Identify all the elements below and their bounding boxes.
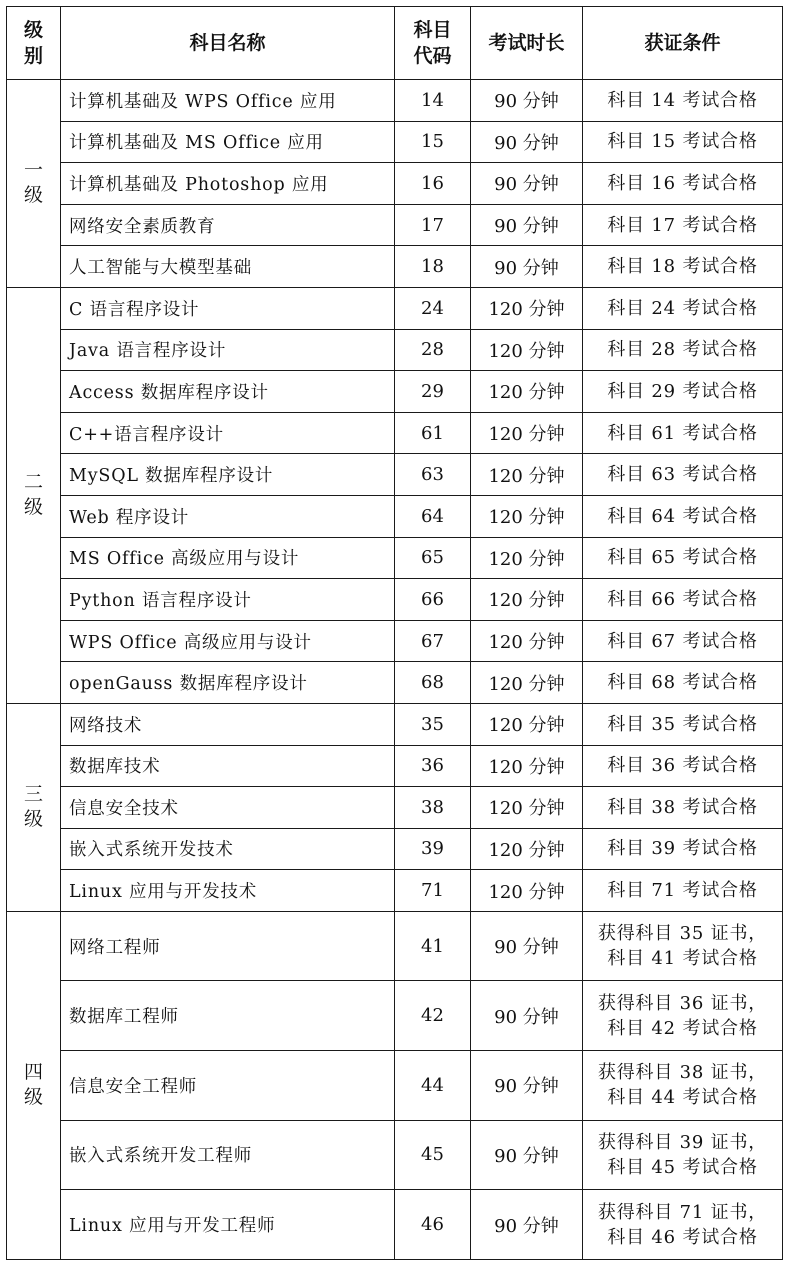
certificate-condition-cell: 科目 36 考试合格: [583, 745, 783, 787]
exam-duration-cell: 120 分钟: [471, 329, 583, 371]
table-row: [7, 787, 783, 829]
level-label-cell: 三 级: [7, 703, 61, 911]
table-row: [7, 204, 783, 246]
subject-name-cell: Web 程序设计: [61, 495, 395, 537]
certificate-condition-cell: 科目 17 考试合格: [583, 204, 783, 246]
exam-duration-cell: 90 分钟: [471, 121, 583, 163]
certificate-condition-cell: 科目 63 考试合格: [583, 454, 783, 496]
table-row: [7, 911, 783, 981]
certificate-condition-cell: 获得科目 38 证书， 科目 44 考试合格: [583, 1051, 783, 1121]
exam-subjects-table: [6, 6, 783, 1260]
subject-code-cell: 64: [395, 495, 471, 537]
subject-name-cell: openGauss 数据库程序设计: [61, 662, 395, 704]
certificate-condition-cell: 科目 67 考试合格: [583, 620, 783, 662]
certificate-condition-cell: 获得科目 39 证书， 科目 45 考试合格: [583, 1120, 783, 1190]
table-row: [7, 80, 783, 122]
subject-code-cell: 61: [395, 412, 471, 454]
header-subject-name: 科目名称: [61, 7, 395, 80]
table-header: [7, 7, 783, 80]
level-label-cell: 二 级: [7, 287, 61, 703]
subject-name-cell: 嵌入式系统开发工程师: [61, 1120, 395, 1190]
header-certificate-condition: 获证条件: [583, 7, 783, 80]
table-row: [7, 371, 783, 413]
subject-code-cell: 35: [395, 703, 471, 745]
certificate-condition-cell: 科目 29 考试合格: [583, 371, 783, 413]
table-row: [7, 287, 783, 329]
subject-name-cell: Python 语言程序设计: [61, 579, 395, 621]
level-label-cell: 一 级: [7, 80, 61, 288]
exam-duration-cell: 90 分钟: [471, 163, 583, 205]
header-row: [7, 7, 783, 80]
subject-code-cell: 14: [395, 80, 471, 122]
subject-name-cell: 网络安全素质教育: [61, 204, 395, 246]
subject-name-cell: 网络工程师: [61, 911, 395, 981]
subject-name-cell: Linux 应用与开发技术: [61, 870, 395, 912]
certificate-condition-cell: 科目 28 考试合格: [583, 329, 783, 371]
subject-name-cell: C++语言程序设计: [61, 412, 395, 454]
table-row: [7, 745, 783, 787]
certificate-condition-cell: 科目 39 考试合格: [583, 828, 783, 870]
subject-code-cell: 28: [395, 329, 471, 371]
certificate-condition-cell: 获得科目 35 证书， 科目 41 考试合格: [583, 911, 783, 981]
exam-duration-cell: 120 分钟: [471, 412, 583, 454]
document-page: [6, 6, 794, 1260]
exam-duration-cell: 90 分钟: [471, 1190, 583, 1260]
subject-code-cell: 16: [395, 163, 471, 205]
table-row: [7, 412, 783, 454]
table-row: [7, 537, 783, 579]
subject-code-cell: 15: [395, 121, 471, 163]
certificate-condition-cell: 科目 61 考试合格: [583, 412, 783, 454]
subject-code-cell: 29: [395, 371, 471, 413]
exam-duration-cell: 120 分钟: [471, 371, 583, 413]
subject-code-cell: 38: [395, 787, 471, 829]
exam-duration-cell: 90 分钟: [471, 246, 583, 288]
header-level: 级 别: [7, 7, 61, 80]
subject-code-cell: 44: [395, 1051, 471, 1121]
subject-name-cell: 数据库技术: [61, 745, 395, 787]
table-row: [7, 703, 783, 745]
subject-code-cell: 45: [395, 1120, 471, 1190]
certificate-condition-cell: 科目 18 考试合格: [583, 246, 783, 288]
exam-duration-cell: 90 分钟: [471, 1051, 583, 1121]
exam-duration-cell: 120 分钟: [471, 495, 583, 537]
certificate-condition-cell: 科目 14 考试合格: [583, 80, 783, 122]
certificate-condition-cell: 科目 68 考试合格: [583, 662, 783, 704]
subject-name-cell: 计算机基础及 Photoshop 应用: [61, 163, 395, 205]
certificate-condition-cell: 获得科目 36 证书， 科目 42 考试合格: [583, 981, 783, 1051]
table-row: [7, 828, 783, 870]
table-row: [7, 981, 783, 1051]
table-row: [7, 579, 783, 621]
exam-duration-cell: 90 分钟: [471, 1120, 583, 1190]
exam-duration-cell: 120 分钟: [471, 662, 583, 704]
subject-name-cell: 信息安全技术: [61, 787, 395, 829]
subject-name-cell: MySQL 数据库程序设计: [61, 454, 395, 496]
exam-duration-cell: 120 分钟: [471, 620, 583, 662]
certificate-condition-cell: 科目 35 考试合格: [583, 703, 783, 745]
certificate-condition-cell: 获得科目 71 证书， 科目 46 考试合格: [583, 1190, 783, 1260]
exam-duration-cell: 90 分钟: [471, 981, 583, 1051]
subject-code-cell: 65: [395, 537, 471, 579]
certificate-condition-cell: 科目 71 考试合格: [583, 870, 783, 912]
table-row: [7, 329, 783, 371]
table-row: [7, 163, 783, 205]
subject-name-cell: 计算机基础及 WPS Office 应用: [61, 80, 395, 122]
certificate-condition-cell: 科目 24 考试合格: [583, 287, 783, 329]
level-label-cell: 四 级: [7, 911, 61, 1259]
subject-name-cell: 嵌入式系统开发技术: [61, 828, 395, 870]
exam-duration-cell: 120 分钟: [471, 787, 583, 829]
subject-code-cell: 42: [395, 981, 471, 1051]
subject-name-cell: 信息安全工程师: [61, 1051, 395, 1121]
table-row: [7, 495, 783, 537]
certificate-condition-cell: 科目 15 考试合格: [583, 121, 783, 163]
subject-name-cell: Java 语言程序设计: [61, 329, 395, 371]
table-row: [7, 246, 783, 288]
table-row: [7, 454, 783, 496]
subject-code-cell: 18: [395, 246, 471, 288]
subject-name-cell: 数据库工程师: [61, 981, 395, 1051]
exam-duration-cell: 90 分钟: [471, 80, 583, 122]
certificate-condition-cell: 科目 38 考试合格: [583, 787, 783, 829]
subject-name-cell: C 语言程序设计: [61, 287, 395, 329]
exam-duration-cell: 120 分钟: [471, 454, 583, 496]
exam-duration-cell: 120 分钟: [471, 745, 583, 787]
table-body: [7, 80, 783, 1260]
subject-name-cell: 人工智能与大模型基础: [61, 246, 395, 288]
subject-name-cell: WPS Office 高级应用与设计: [61, 620, 395, 662]
table-row: [7, 870, 783, 912]
subject-name-cell: Linux 应用与开发工程师: [61, 1190, 395, 1260]
subject-name-cell: 网络技术: [61, 703, 395, 745]
exam-duration-cell: 90 分钟: [471, 911, 583, 981]
certificate-condition-cell: 科目 65 考试合格: [583, 537, 783, 579]
certificate-condition-cell: 科目 66 考试合格: [583, 579, 783, 621]
subject-code-cell: 68: [395, 662, 471, 704]
certificate-condition-cell: 科目 16 考试合格: [583, 163, 783, 205]
subject-name-cell: 计算机基础及 MS Office 应用: [61, 121, 395, 163]
subject-code-cell: 24: [395, 287, 471, 329]
exam-duration-cell: 120 分钟: [471, 287, 583, 329]
header-subject-code: 科目 代码: [395, 7, 471, 80]
subject-code-cell: 63: [395, 454, 471, 496]
exam-duration-cell: 120 分钟: [471, 870, 583, 912]
subject-code-cell: 39: [395, 828, 471, 870]
subject-code-cell: 41: [395, 911, 471, 981]
subject-code-cell: 46: [395, 1190, 471, 1260]
subject-name-cell: MS Office 高级应用与设计: [61, 537, 395, 579]
subject-code-cell: 36: [395, 745, 471, 787]
header-exam-duration: 考试时长: [471, 7, 583, 80]
table-row: [7, 1051, 783, 1121]
certificate-condition-cell: 科目 64 考试合格: [583, 495, 783, 537]
subject-name-cell: Access 数据库程序设计: [61, 371, 395, 413]
exam-duration-cell: 90 分钟: [471, 204, 583, 246]
exam-duration-cell: 120 分钟: [471, 703, 583, 745]
subject-code-cell: 71: [395, 870, 471, 912]
table-row: [7, 662, 783, 704]
exam-duration-cell: 120 分钟: [471, 537, 583, 579]
subject-code-cell: 17: [395, 204, 471, 246]
table-row: [7, 121, 783, 163]
table-row: [7, 1190, 783, 1260]
subject-code-cell: 67: [395, 620, 471, 662]
exam-duration-cell: 120 分钟: [471, 828, 583, 870]
exam-duration-cell: 120 分钟: [471, 579, 583, 621]
table-row: [7, 620, 783, 662]
subject-code-cell: 66: [395, 579, 471, 621]
table-row: [7, 1120, 783, 1190]
